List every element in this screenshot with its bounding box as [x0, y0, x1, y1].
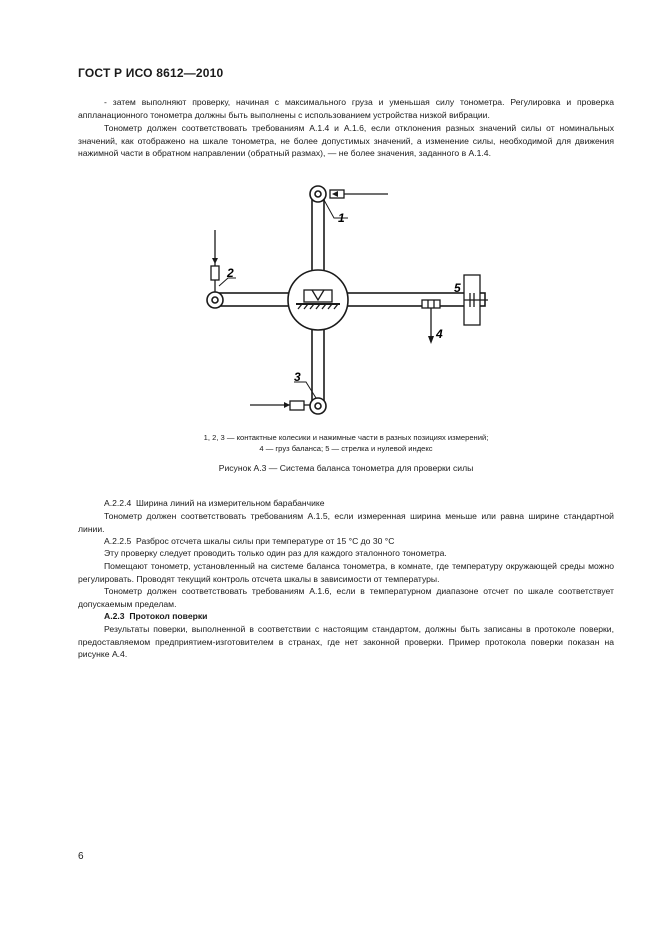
- label-4: 4: [436, 327, 443, 341]
- pressing-part-left: [211, 266, 219, 280]
- label-5: 5: [454, 281, 461, 295]
- label-2: 2: [227, 266, 234, 280]
- section-a224-heading: А.2.2.4 Ширина линий на измерительном барабанчике: [104, 498, 325, 508]
- figure-title: Рисунок А.3 — Система баланса тонометра для проверки силы: [218, 463, 474, 473]
- section-a225-paragraph-2: Помещают тонометр, установленный на системе баланса тонометра, в комнате, где температуру окружающей среды можно регулировать. Проводят текущий контроль отсчета шкалы в зависимости от температуры.: [78, 561, 614, 584]
- arrow-left-icon: [212, 258, 218, 264]
- label-3: 3: [294, 370, 301, 384]
- paragraph-requirements-a14: Тонометр должен соответствовать требованиям А.1.4 и А.1.6, если отклонения разных значений силы от номинальных значений, как отображено на шкале тонометра, не более допустимых значений, а изменение силы, необходимой для движения нажимной части в обратном направлении (обратный размах), — не более значения, заданного в А.1.4.: [78, 123, 614, 159]
- figure-legend-line-1: 1, 2, 3 — контактные колесики и нажимные части в разных позициях измерений;: [203, 433, 489, 442]
- section-a225-heading: А.2.2.5 Разброс отсчета шкалы силы при температуре от 15 °С до 30 °С: [104, 536, 395, 546]
- arrow-bottom-icon: [284, 402, 290, 408]
- pointer-and-zero-index: [464, 275, 488, 325]
- horizontal-arm: [215, 293, 485, 306]
- paragraph-verification-procedure: - затем выполняют проверку, начиная с максимального груза и уменьшая силу тонометра. Регулировка и проверка аппланационного тонометра должны быть выполнены с использованием устройства низкой вибрации.: [78, 97, 614, 120]
- figure-legend-line-2: 4 — груз баланса; 5 — стрелка и нулевой индекс: [259, 444, 433, 453]
- pressing-part-bottom: [290, 401, 304, 410]
- section-a225-paragraph-3: Тонометр должен соответствовать требованиям А.1.6, если в температурном диапазоне отсчет по шкале соответствует допускаемым пределам.: [78, 586, 614, 609]
- balance-system-figure: [170, 178, 500, 428]
- section-a224-text: Тонометр должен соответствовать требованиям А.1.5, если измеренная ширина меньше или равна ширине стандартной линии.: [78, 511, 614, 534]
- label-1: 1: [338, 211, 345, 225]
- page-number: 6: [78, 851, 84, 862]
- weight-arrow-icon: [428, 336, 434, 344]
- document-header: ГОСТ Р ИСО 8612—2010: [78, 66, 224, 80]
- section-a23-text: Результаты поверки, выполненной в соответствии с настоящим стандартом, должны быть записаны в протоколе поверки, предоставляемом предприятием-изготовителем в странах, где нет законной проверки. Пример протокола поверки показан на рисунке А.4.: [78, 624, 614, 660]
- section-a225-paragraph-1: Эту проверку следует проводить только один раз для каждого эталонного тонометра.: [104, 548, 447, 558]
- section-a23-heading: А.2.3 Протокол поверки: [104, 611, 208, 621]
